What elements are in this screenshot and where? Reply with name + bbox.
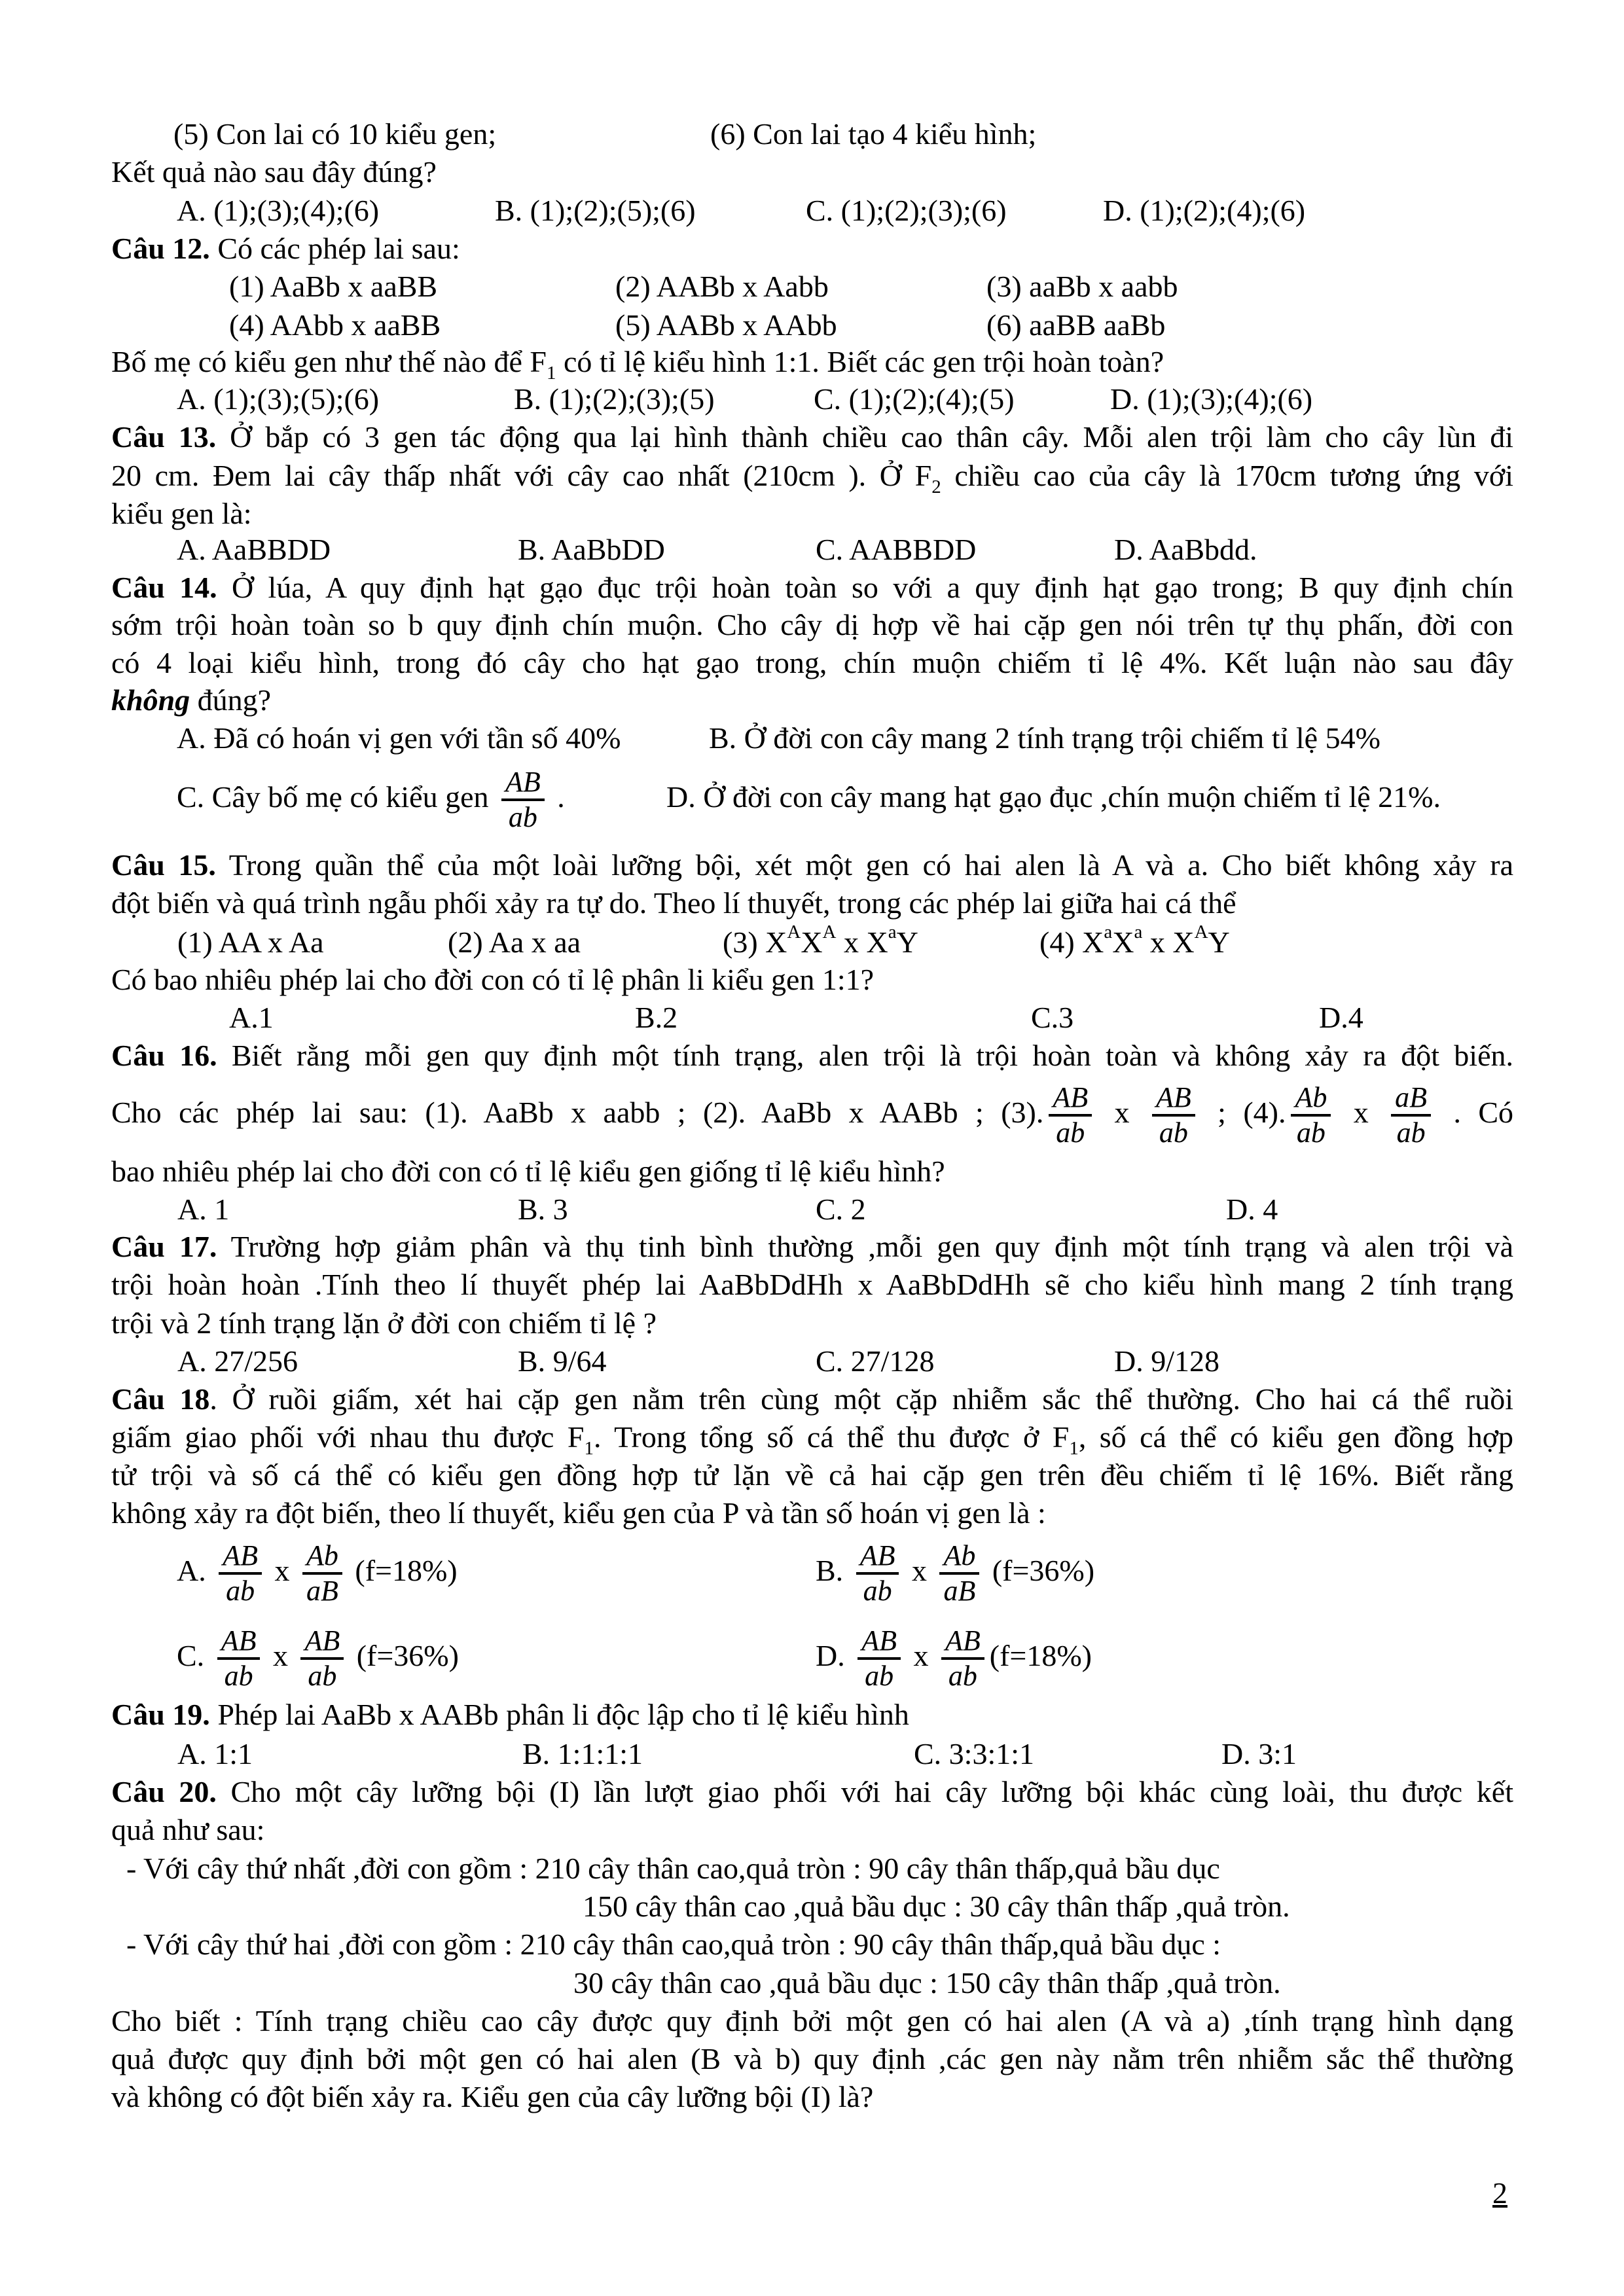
- text-run: A: [822, 922, 837, 942]
- text-run: B. 3: [518, 1193, 568, 1226]
- text-run: B. (1);(2);(5);(6): [495, 194, 696, 227]
- text-run: quả được quy định bởi một gen có hai alen (B và b) quy định ,các gen này nằm trên nhiễm sắc thể thường: [111, 2042, 1513, 2075]
- question-number-label: Câu 13.: [111, 420, 217, 454]
- tabbed-cell: [177, 748, 565, 846]
- fraction-denominator: ab: [308, 1660, 337, 1693]
- fraction-denominator: aB: [943, 1575, 976, 1607]
- text-run: trội hoàn hoàn .Tính theo lí thuyết phép lai AaBbDdHh x AaBbDdHh sẽ cho kiểu hình mang 2 tính trạng: [111, 1268, 1513, 1301]
- question-15-text-1: [111, 846, 1513, 884]
- fraction-denominator: ab: [865, 1660, 894, 1693]
- tabbed-cell: [126, 1926, 1221, 1964]
- text-run: x X: [836, 925, 888, 959]
- text-run: x: [1336, 1096, 1386, 1129]
- fraction-numerator: Ab: [1291, 1083, 1331, 1117]
- text-run: C. 3:3:1:1: [914, 1737, 1035, 1770]
- question-number-label: Câu 19.: [111, 1698, 210, 1731]
- tabbed-cell: [986, 306, 1165, 344]
- text-run: 1: [546, 363, 556, 384]
- question-14-choices-cd: [111, 748, 1513, 846]
- text-run: B.2: [635, 1001, 678, 1034]
- text-run: D.: [816, 1639, 853, 1672]
- question-16-cross-line: [111, 1064, 1513, 1162]
- question-12-cross-row-2: [111, 306, 1513, 344]
- text-run: A. (1);(3);(4);(6): [177, 194, 380, 227]
- question-number-label: Câu 15.: [111, 848, 216, 882]
- tabbed-cell: [806, 192, 1007, 230]
- tabbed-cell: [573, 1964, 1281, 2002]
- text-run: A. 1:1: [177, 1737, 253, 1770]
- text-run: A.1: [229, 1001, 274, 1034]
- text-run: , số cá thể có kiểu gen đồng hợp: [1078, 1420, 1514, 1454]
- text-run: (4) AAbb x aaBB: [229, 308, 441, 342]
- fraction-numerator: AB: [857, 1626, 901, 1660]
- tabbed-cell: [173, 115, 496, 153]
- question-13-text-1: [111, 418, 1513, 456]
- genotype-fraction: [219, 1541, 262, 1606]
- tabbed-cell: [723, 924, 918, 961]
- question-18-choices-ab: [111, 1522, 1513, 1620]
- question-number-label: Câu 12.: [111, 232, 210, 265]
- text-run: D. (1);(3);(4);(6): [1110, 382, 1313, 416]
- text-run: . Ở ruồi giấm, xét hai cặp gen nằm trên cùng một cặp nhiễm sắc thể thường. Cho hai cá thể ruồi: [209, 1382, 1513, 1416]
- tabbed-cell: [177, 380, 379, 418]
- question-13-text-2: [111, 457, 1513, 495]
- question-12-cross-row-1: [111, 268, 1513, 306]
- fraction-denominator: ab: [1159, 1117, 1188, 1149]
- fraction-denominator: aB: [306, 1575, 338, 1607]
- question-number-label: Câu 18: [111, 1382, 210, 1416]
- genotype-fraction: [1291, 1083, 1331, 1148]
- text-run: Cho một cây lưỡng bội (I) lần lượt giao phối với hai cây lưỡng bội khác cùng loài, thu được kết: [216, 1775, 1513, 1808]
- text-run: C.3: [1031, 1001, 1074, 1034]
- text-run: a: [888, 922, 897, 942]
- text-run: B. 1:1:1:1: [522, 1737, 643, 1770]
- text-run: x: [906, 1639, 936, 1672]
- text-run: 20 cm. Đem lai cây thấp nhất với cây cao nhất (210cm ). Ở F: [111, 459, 932, 492]
- question-20-result-2b: [111, 1964, 1513, 2002]
- text-run: B. (1);(2);(3);(5): [514, 382, 715, 416]
- question-number-label: Câu 14.: [111, 571, 217, 604]
- text-run: ; (4).: [1200, 1096, 1286, 1129]
- text-run: (1) AaBb x aaBB: [229, 270, 438, 303]
- genotype-fraction: [302, 1541, 342, 1606]
- text-run: Trường hợp giảm phân và thụ tinh bình thường ,mỗi gen quy định một tính trạng và alen trội và: [217, 1230, 1513, 1263]
- tabbed-cell: [518, 1191, 568, 1229]
- text-run: Y: [896, 925, 918, 959]
- fraction-numerator: aB: [1391, 1083, 1431, 1117]
- text-run: A. (1);(3);(5);(6): [177, 382, 380, 416]
- question-18-text-3: [111, 1456, 1513, 1494]
- tabbed-cell: [229, 999, 274, 1037]
- text-run: - Với cây thứ nhất ,đời con gồm : 210 cây thân cao,quả tròn : 90 cây thân thấp,quả bầu dục: [126, 1852, 1220, 1885]
- text-run: (f=36%): [349, 1639, 459, 1672]
- text-run: sớm trội hoàn toàn so b quy định chín muộn. Cho cây dị hợp về hai cặp gen nói trên tự thụ phấn, đời con: [111, 608, 1513, 641]
- fraction-denominator: ab: [224, 1660, 253, 1693]
- question-18-choices-cd: [111, 1607, 1513, 1705]
- tabbed-cell: [710, 115, 1036, 153]
- text-run: (2) AABb x Aabb: [615, 270, 829, 303]
- text-run: C. (1);(2);(4);(5): [814, 382, 1015, 416]
- tabbed-cell: [448, 924, 581, 961]
- genotype-fraction: [1049, 1083, 1092, 1148]
- question-15-prompt: [111, 961, 1513, 999]
- question-17-text-1: [111, 1228, 1513, 1266]
- tabbed-cell: [518, 531, 665, 569]
- text-run: . Có: [1436, 1096, 1514, 1129]
- text-run: A: [1194, 922, 1208, 942]
- question-number-label: không: [111, 683, 190, 717]
- text-run: Bố mẹ có kiểu gen như thế nào để F: [111, 345, 547, 378]
- text-run: đúng?: [190, 683, 272, 717]
- question-20-text-2: [111, 1811, 1513, 1849]
- genotype-fraction: [501, 767, 545, 833]
- text-run: D. 3:1: [1221, 1737, 1297, 1770]
- question-17-text-3: [111, 1304, 1513, 1342]
- question-19-header: [111, 1696, 1513, 1734]
- fraction-denominator: ab: [1396, 1117, 1426, 1149]
- genotype-fraction: [1391, 1083, 1431, 1148]
- fraction-numerator: AB: [501, 767, 545, 801]
- text-run: chiều cao của cây là 170cm tương ứng với: [941, 459, 1513, 492]
- text-run: 1: [584, 1438, 594, 1459]
- fraction-denominator: ab: [948, 1660, 977, 1693]
- tabbed-cell: [1103, 192, 1305, 230]
- text-run: Có bao nhiêu phép lai cho đời con có tỉ lệ phân li kiểu gen 1:1?: [111, 963, 875, 996]
- text-run: X: [801, 925, 823, 959]
- text-run: C. (1);(2);(3);(6): [806, 194, 1007, 227]
- fraction-denominator: ab: [1296, 1117, 1326, 1149]
- text-run: x: [265, 1639, 296, 1672]
- text-run: Ở bắp có 3 gen tác động qua lại hình thành chiều cao thân cây. Mỗi alen trội làm cho cây lùn đi: [216, 420, 1513, 454]
- tabbed-cell: [816, 1342, 934, 1380]
- text-run: D. 4: [1226, 1193, 1278, 1226]
- tabbed-cell: [914, 1735, 1034, 1773]
- question-15-text-2: [111, 884, 1513, 922]
- tabbed-cell: [177, 1522, 458, 1620]
- fraction-numerator: AB: [300, 1626, 344, 1660]
- text-run: A. AaBBDD: [177, 533, 331, 566]
- tabbed-cell: [666, 748, 1441, 846]
- tabbed-cell: [126, 1850, 1220, 1888]
- question-14-text-1: [111, 569, 1513, 607]
- genotype-fraction: [941, 1626, 984, 1691]
- tabbed-cell: [177, 531, 331, 569]
- question-20-result-1b: [111, 1888, 1513, 1926]
- text-run: .: [549, 780, 565, 814]
- text-run: x: [1097, 1096, 1147, 1129]
- text-run: x: [267, 1554, 297, 1587]
- tabbed-cell: [635, 999, 677, 1037]
- question-11-choices: [111, 192, 1513, 230]
- question-14-text-2: [111, 606, 1513, 644]
- question-13-text-3: [111, 495, 1513, 533]
- genotype-fraction: [856, 1541, 899, 1606]
- text-run: (6) aaBB aaBb: [986, 308, 1166, 342]
- tabbed-cell: [522, 1735, 643, 1773]
- text-run: 1: [1069, 1438, 1079, 1459]
- text-run: x: [904, 1554, 935, 1587]
- fraction-denominator: ab: [863, 1575, 892, 1607]
- text-run: Y: [1208, 925, 1230, 959]
- genotype-fraction: [857, 1626, 901, 1691]
- tabbed-cell: [518, 1342, 606, 1380]
- text-run: 150 cây thân cao ,quả bầu dục : 30 cây thân thấp ,quả tròn.: [583, 1890, 1290, 1923]
- text-run: A: [787, 922, 801, 942]
- text-run: tử trội và số cá thể có kiểu gen đồng hợp tử lặn về cả hai cặp gen trên đều chiếm tỉ lệ 16%. Biết rằng: [111, 1458, 1513, 1492]
- text-run: (f=18%): [989, 1639, 1092, 1672]
- text-run: và không có đột biến xảy ra. Kiểu gen của cây lưỡng bội (I) là?: [111, 2080, 874, 2113]
- text-run: Có các phép lai sau:: [209, 232, 460, 265]
- text-run: A. 27/256: [177, 1344, 298, 1378]
- fraction-numerator: AB: [1152, 1083, 1195, 1117]
- tabbed-cell: [495, 192, 696, 230]
- text-run: (6) Con lai tạo 4 kiểu hình;: [710, 117, 1037, 151]
- text-run: B. Ở đời con cây mang 2 tính trạng trội chiếm tỉ lệ 54%: [709, 721, 1380, 755]
- genotype-fraction: [1152, 1083, 1195, 1148]
- text-run: (5) AABb x AAbb: [615, 308, 837, 342]
- text-run: đột biến và quá trình ngẫu phối xảy ra tự do. Theo lí thuyết, trong các phép lai giữa hai cá thể: [111, 886, 1236, 920]
- question-20-result-2a: [111, 1926, 1513, 1964]
- text-run: Kết quả nào sau đây đúng?: [111, 155, 437, 188]
- text-run: trội và 2 tính trạng lặn ở đời con chiếm tỉ lệ ?: [111, 1306, 657, 1340]
- text-run: a: [1104, 922, 1113, 942]
- question-number-label: Câu 20.: [111, 1775, 217, 1808]
- genotype-fraction: [939, 1541, 979, 1606]
- text-run: C. Cây bố mẹ có kiểu gen: [177, 780, 497, 814]
- text-run: bao nhiêu phép lai cho đời con có tỉ lệ kiểu gen giống tỉ lệ kiểu hình?: [111, 1155, 945, 1188]
- tabbed-cell: [177, 192, 379, 230]
- text-run: A. Đã có hoán vị gen với tần số 40%: [177, 721, 621, 755]
- fraction-numerator: AB: [1049, 1083, 1092, 1117]
- text-run: 30 cây thân cao ,quả bầu dục : 150 cây thân thấp ,quả tròn.: [573, 1966, 1281, 2000]
- question-16-choices: [111, 1191, 1513, 1229]
- question-13-choices: [111, 531, 1513, 569]
- text-run: D.4: [1319, 1001, 1363, 1034]
- question-11-prompt: [111, 153, 1513, 191]
- text-run: A. 1: [177, 1193, 230, 1226]
- genotype-fraction: [300, 1626, 344, 1691]
- question-number-label: Câu 16.: [111, 1039, 217, 1072]
- tabbed-cell: [615, 306, 837, 344]
- question-18-text-1: [111, 1380, 1513, 1418]
- page-number: 2: [1492, 2176, 1507, 2210]
- tabbed-cell: [1221, 1735, 1297, 1773]
- text-run: (3) aaBb x aabb: [986, 270, 1178, 303]
- text-run: Ở lúa, A quy định hạt gạo đục trội hoàn toàn so với a quy định hạt gạo trong; B quy định chín: [217, 571, 1513, 604]
- question-12-header: [111, 230, 1513, 268]
- question-20-note-3: [111, 2078, 1513, 2116]
- text-run: B. 9/64: [518, 1344, 607, 1378]
- tabbed-cell: [1319, 999, 1363, 1037]
- tabbed-cell: [816, 531, 976, 569]
- tabbed-cell: [615, 268, 829, 306]
- fraction-numerator: AB: [941, 1626, 984, 1660]
- text-run: có tỉ lệ kiểu hình 1:1. Biết các gen trội hoàn toàn?: [556, 345, 1164, 378]
- question-17-choices: [111, 1342, 1513, 1380]
- text-run: có 4 loại kiểu hình, trong đó cây cho hạt gạo trong, chín muộn chiếm tỉ lệ 4%. Kết luận nào sau đây: [111, 646, 1513, 679]
- text-run: (2) Aa x aa: [448, 925, 581, 959]
- question-19-choices: [111, 1735, 1513, 1773]
- fraction-numerator: Ab: [302, 1541, 342, 1575]
- tabbed-cell: [1114, 531, 1257, 569]
- question-18-text-2: [111, 1418, 1514, 1459]
- question-20-text-1: [111, 1773, 1513, 1811]
- tabbed-cell: [514, 380, 715, 418]
- text-run: A.: [177, 1554, 214, 1587]
- text-run: x X: [1142, 925, 1195, 959]
- tabbed-cell: [177, 924, 324, 961]
- question-20-note-1: [111, 2002, 1513, 2040]
- text-run: C.: [177, 1639, 212, 1672]
- statement-items-5-6: [111, 115, 1513, 153]
- text-run: Trong quần thể của một loài lưỡng bội, xét một gen có hai alen là A và a. Cho biết không xảy ra: [215, 848, 1513, 882]
- text-run: Phép lai AaBb x AABb phân li độc lập cho tỉ lệ kiểu hình: [209, 1698, 909, 1731]
- genotype-fraction: [217, 1626, 261, 1691]
- text-run: quả như sau:: [111, 1813, 265, 1846]
- tabbed-cell: [986, 268, 1178, 306]
- tabbed-cell: [1039, 924, 1230, 961]
- question-17-text-2: [111, 1266, 1513, 1304]
- text-run: (3) X: [723, 925, 787, 959]
- text-run: a: [1134, 922, 1143, 942]
- fraction-numerator: AB: [217, 1626, 261, 1660]
- tabbed-cell: [816, 1607, 1092, 1705]
- question-20-result-1a: [111, 1850, 1513, 1888]
- question-14-text-3: [111, 644, 1513, 682]
- text-run: . Trong tổng số cá thể thu được ở F: [593, 1420, 1070, 1454]
- question-20-note-2: [111, 2040, 1513, 2078]
- text-run: Cho biết : Tính trạng chiều cao cây được quy định bởi một gen có hai alen (A và a) ,tính trạng hình dạng: [111, 2004, 1513, 2037]
- text-run: X: [1112, 925, 1134, 959]
- text-run: Biết rằng mỗi gen quy định một tính trạng, alen trội là trội hoàn toàn và không xảy ra đột biến.: [217, 1039, 1513, 1072]
- text-run: - Với cây thứ hai ,đời con gồm : 210 cây thân cao,quả tròn : 90 cây thân thấp,quả bầu dục :: [126, 1928, 1221, 1961]
- question-15-choices: [111, 999, 1513, 1037]
- tabbed-cell: [1110, 380, 1312, 418]
- tabbed-cell: [1114, 1342, 1219, 1380]
- text-run: B. AaBbDD: [518, 533, 665, 566]
- fraction-denominator: ab: [1056, 1117, 1085, 1149]
- text-run: C. AABBDD: [816, 533, 977, 566]
- fraction-numerator: AB: [219, 1541, 262, 1575]
- question-number-label: Câu 17.: [111, 1230, 217, 1263]
- tabbed-cell: [583, 1888, 1290, 1926]
- text-run: D. 9/128: [1114, 1344, 1219, 1378]
- tabbed-cell: [177, 1342, 298, 1380]
- question-12-choices: [111, 380, 1513, 418]
- text-run: giấm giao phối với nhau thu được F: [111, 1420, 585, 1454]
- text-run: 2: [931, 476, 941, 497]
- tabbed-cell: [1226, 1191, 1278, 1229]
- text-run: không xảy ra đột biến, theo lí thuyết, kiểu gen của P và tần số hoán vị gen là :: [111, 1496, 1046, 1530]
- fraction-numerator: AB: [856, 1541, 899, 1575]
- text-run: D. AaBbdd.: [1114, 533, 1257, 566]
- question-15-cross-row: [111, 924, 1513, 961]
- question-16-prompt: [111, 1153, 1513, 1191]
- tabbed-cell: [177, 1735, 253, 1773]
- fraction-denominator: ab: [226, 1575, 255, 1607]
- tabbed-cell: [814, 380, 1015, 418]
- tabbed-cell: [177, 1607, 459, 1705]
- question-14-text-4: [111, 681, 1513, 719]
- fraction-numerator: Ab: [939, 1541, 979, 1575]
- text-run: B.: [816, 1554, 851, 1587]
- text-run: (1) AA x Aa: [177, 925, 324, 959]
- text-run: D. (1);(2);(4);(6): [1103, 194, 1306, 227]
- tabbed-cell: [816, 1191, 866, 1229]
- text-run: C. 2: [816, 1193, 866, 1226]
- text-run: (5) Con lai có 10 kiểu gen;: [173, 117, 497, 151]
- tabbed-cell: [816, 1522, 1094, 1620]
- text-run: (4) X: [1039, 925, 1104, 959]
- fraction-denominator: ab: [508, 801, 537, 834]
- tabbed-cell: [1031, 999, 1074, 1037]
- text-run: Cho các phép lai sau: (1). AaBb x aabb ; (2). AaBb x AABb ; (3).: [111, 1096, 1044, 1129]
- tabbed-cell: [229, 306, 441, 344]
- text-run: C. 27/128: [816, 1344, 935, 1378]
- question-12-prompt: [111, 343, 1513, 384]
- tabbed-cell: [177, 1191, 229, 1229]
- text-run: (f=18%): [347, 1554, 458, 1587]
- text-run: (f=36%): [984, 1554, 1095, 1587]
- text-run: kiểu gen là:: [111, 497, 252, 530]
- text-run: D. Ở đời con cây mang hạt gạo đục ,chín muộn chiếm tỉ lệ 21%.: [666, 780, 1441, 814]
- tabbed-cell: [229, 268, 437, 306]
